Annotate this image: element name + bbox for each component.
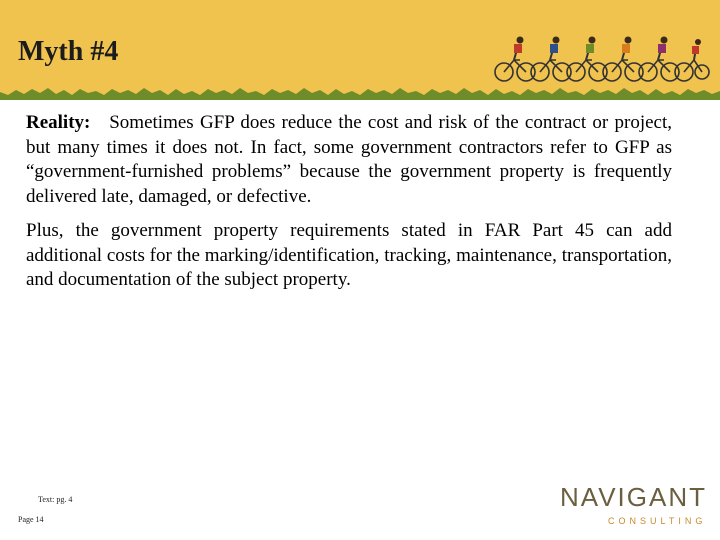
- grass-strip: [0, 86, 720, 100]
- reality-label: Reality:: [26, 112, 91, 133]
- page-number: Page 14: [18, 515, 44, 524]
- header-band: [0, 0, 720, 86]
- slide-title: Myth #4: [18, 36, 119, 67]
- text-reference: Text: pg. 4: [38, 495, 73, 504]
- logo-wordmark: NAVIGANT: [560, 482, 707, 512]
- slide-body: [26, 111, 672, 293]
- navigant-logo: [560, 482, 707, 530]
- reality-paragraph: [26, 111, 672, 209]
- cyclists-icon: [490, 30, 710, 86]
- far-paragraph: Plus, the government property requirements stated in FAR Part 45 can add additional costs for the marking/identification, tracking, maintenance, transportation, and documentation of the subject property.: [26, 220, 672, 290]
- reality-text: Sometimes GFP does reduce the cost and risk of the contract or project, but many times it does not. In fact, some government contractors refer to GFP as “government-furnished problems” because the government property is frequently delivered late, damaged, or defective.: [26, 112, 672, 207]
- logo-subtitle: CONSULTING: [608, 516, 707, 526]
